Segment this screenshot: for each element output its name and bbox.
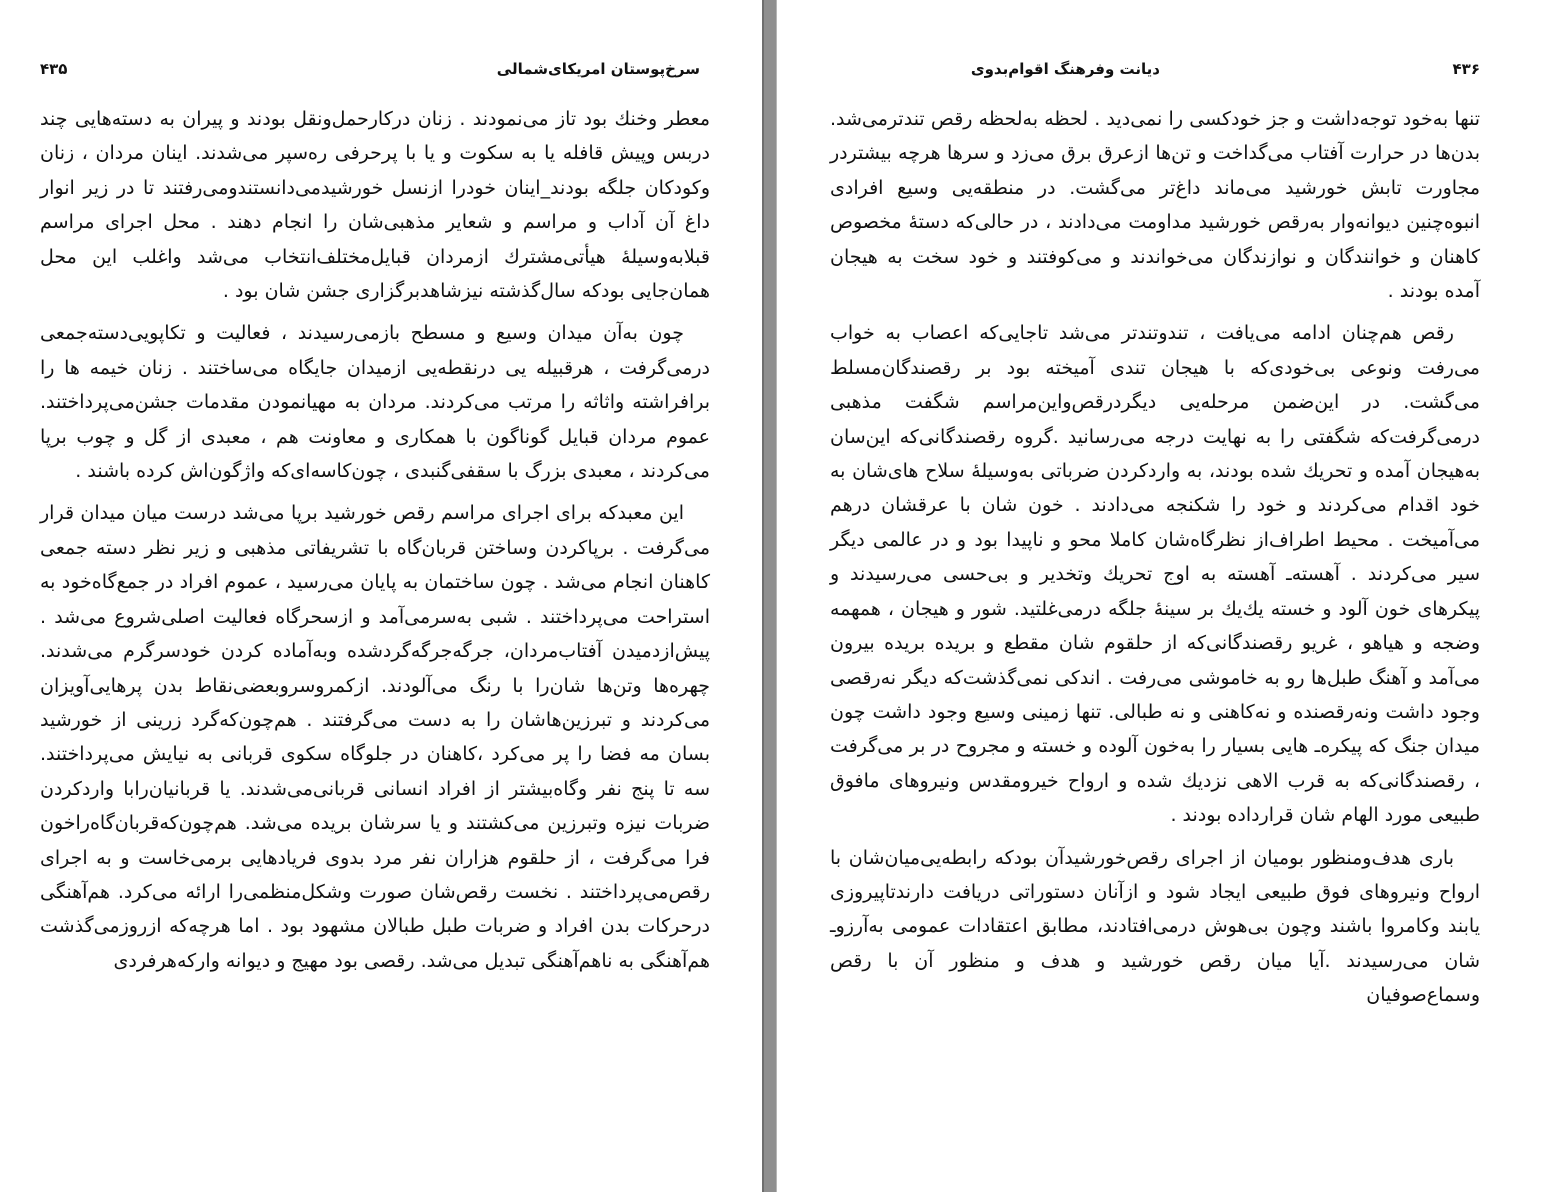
running-title: دیانت وفرهنگ اقوام‌بدوی [970, 60, 1160, 78]
page-body [40, 102, 710, 986]
running-head [830, 60, 1480, 90]
book-gutter [762, 0, 777, 1192]
paragraph: تنها به‌خود توجه‌داشت و جز خودکسی را نمی‌دید . لحظه به‌لحظه رقص تندترمی‌شد. بدن‌ها در حرارت آفتاب می‌گداخت و تن‌ها ازعرق برق می‌زد و سرها هرچه بیشتردر مجاورت تابش خورشید می‌ماند داغ‌تر می‌گشت. در منطقه‌یی وسیع افرادی انبوه‌چنین دیوانه‌وار به‌رقص خورشید مداومت می‌دادند ، در حالی‌که دستهٔ مخصوص کاهنان و خوانندگان و نوازندگان می‌خواندند و می‌کوفتند و خود سخت به هیجان آمده بودند . [830, 108, 1480, 303]
paragraph: باری هدف‌ومنظور بومیان از اجرای رقص‌خورشیدآن بودکه رابطه‌یی‌میان‌شان با ارواح ونیروهای فوق طبیعی ایجاد شود و ازآنان دستوراتی دریافت دارندتاپیروزی یابند وکامروا باشند وچون بی‌هوش درمی‌افتادند، مطابق اعتقادات عمومی به‌آرزوـ شان می‌رسیدند .آیا میان رقص خورشید و هدف و منظور آن با رقص وسماع‌صوفیان [830, 846, 1480, 1007]
paragraph: رقص هم‌چنان ادامه می‌یافت ، تندوتندتر می‌شد تاجایی‌که اعصاب به خواب می‌رفت ونوعی بی‌خودی‌که با هیجان تندی آمیخته بود بر رقصندگان‌مسلط می‌گشت. در این‌ضمن مرحله‌یی دیگردرقص‌واین‌مراسم شگفت مذهبی درمی‌گرفت‌که شگفتی را به نهایت درجه می‌رسانید .گروه رقصندگانی‌که این‌سان به‌هیجان آمده و تحریك شده بودند، به واردکردن ضرباتی به‌وسیلهٔ سلاح های‌شان به خود اقدام می‌کردند و خود را شکنجه می‌دادند . خون شان با عرقشان درهم می‌آمیخت . محیط اطراف‌از نظرگاه‌شان کاملا محو و ناپیدا بود و در عالمی دیگر سیر می‌کردند . آهسته‌ـ آهسته به اوج تحریك وتخدیر و بی‌حسی می‌رسیدند و پیکرهای خون آلود و خسته یك‌یك بر سینهٔ جلگه درمی‌غلتید. شور و هیجان ، همهمه وضجه و هیاهو ، غریو رقصندگانی‌که از حلقوم شان مقطع و بریده بریده بیرون می‌آمد و آهنگ طبل‌ها رو به خاموشی می‌رفت . اندکی نمی‌گذشت‌که دیگر نه‌رقصی وجود داشت ونه‌رقصنده و نه‌کاهنی و نه طبالی. تنها زمینی وسیع وجود داشت چون میدان جنگ که پیکره‌ـ هایی بسیار را به‌خون آلوده و خسته و مجروح در بر می‌گرفت ، رقصندگانی‌که به قرب الاهی نزدیك شده و ارواح خیرومقدس ونیروهای مافوق طبیعی مورد الهام شان قرارداده بودند . [830, 322, 1480, 827]
running-title: سرخ‌پوستان امریکای‌شمالی [496, 60, 700, 78]
paragraph: معطر وخنك بود تاز می‌نمودند . زنان درکارحمل‌ونقل بودند و پیران به دسته‌هایی چند دربس وپیش قافله یا به سکوت و یا با پرحرفی ره‌سپر می‌شدند. اینان مردان ، زنان وکودکان جلگه بودند_اینان خودرا ازنسل خورشیدمی‌دانستندومی‌رفتند تا در زیر انوار داغ آن آداب و مراسم و شعایر مذهبی‌شان را انجام دهند . محل اجرای مراسم قبلابه‌وسیلهٔ هیأتی‌مشترك ازمردان قبایل‌مختلف‌انتخاب می‌شد واغلب این محل همان‌جایی بودکه سال‌گذشته نیزشاهدبرگزاری جشن شان بود . [40, 108, 710, 303]
running-head [40, 60, 710, 90]
paragraph: چون به‌آن میدان وسیع و مسطح بازمی‌رسیدند ، فعالیت و تکاپویی‌دسته‌جمعی درمی‌گرفت ، هرقبیله یی درنقطه‌یی ازمیدان جایگاه می‌ساختند . زنان خیمه ها را برافراشته واثاثه را مرتب می‌کردند. مردان به مهیانمودن مقدمات جشن‌می‌پرداختند. عموم مردان قبایل گوناگون با همکاری و معاونت هم ، معبدی از گل و چوب برپا می‌کردند ، معبدی بزرگ با سقفی‌گنبدی ، چون‌کاسه‌ای‌که واژگون‌اش کرده باشند . [40, 322, 710, 483]
paragraph: این معبدکه برای اجرای مراسم رقص خورشید برپا می‌شد درست میان میدان قرار می‌گرفت . برپاکردن وساختن قربان‌گاه با تشریفاتی مذهبی و زیر نظر دسته جمعی کاهنان انجام می‌شد . چون ساختمان به پایان می‌رسید ، عموم افراد در جمع‌گاه‌خود به استراحت می‌پرداختند . شبی به‌سرمی‌آمد و ازسحرگاه فعالیت اصلی‌شروع می‌شد . پیش‌ازدمیدن آفتاب‌مردان، جرگه‌جرگه‌گردشده وبه‌آماده کردن خودسرگرم می‌شدند. چهره‌ها وتن‌ها شان‌را با رنگ می‌آلودند. ازکمروسرو‌بعضی‌نقاط بدن پرهایی‌آویزان می‌کردند و تبرزین‌هاشان را به دست می‌گرفتند . هم‌چون‌که‌گرد زرینی از خورشید بسان مه فضا را پر می‌کرد ،کاهنان در جلوگاه سکوی قربانی به نیایش می‌پرداختند. سه تا پنج نفر وگاه‌بیشتر از افراد انسانی قربانی‌می‌شدند. یا قربانیان‌رابا واردکردن ضربات نیزه وتبرزین می‌کشتند و یا سرشان بریده می‌شد. هم‌چون‌که‌قربان‌گاه‌راخون فرا می‌گرفت ، از حلقوم هزاران نفر مرد بدوی فریادهایی برمی‌خاست و به اجرای رقص‌می‌پرداختند . نخست رقص‌شان صورت وشکل‌منظمی‌را ارائه می‌کرد. هم‌آهنگی درحرکات بدن افراد و ضربات طبل طبالان مشهود بود . اما هرچه‌که ازروزمی‌گذشت هم‌آهنگی به ناهم‌آهنگی تبدیل می‌شد. رقصی بود مهیج و دیوانه وارکه‌هرفردی [40, 502, 710, 972]
left-page [40, 0, 710, 1192]
page-body [830, 102, 1480, 1021]
page-number: ۴۳۶ [1452, 60, 1480, 78]
right-page [830, 0, 1480, 1192]
page-number: ۴۳۵ [40, 60, 68, 78]
